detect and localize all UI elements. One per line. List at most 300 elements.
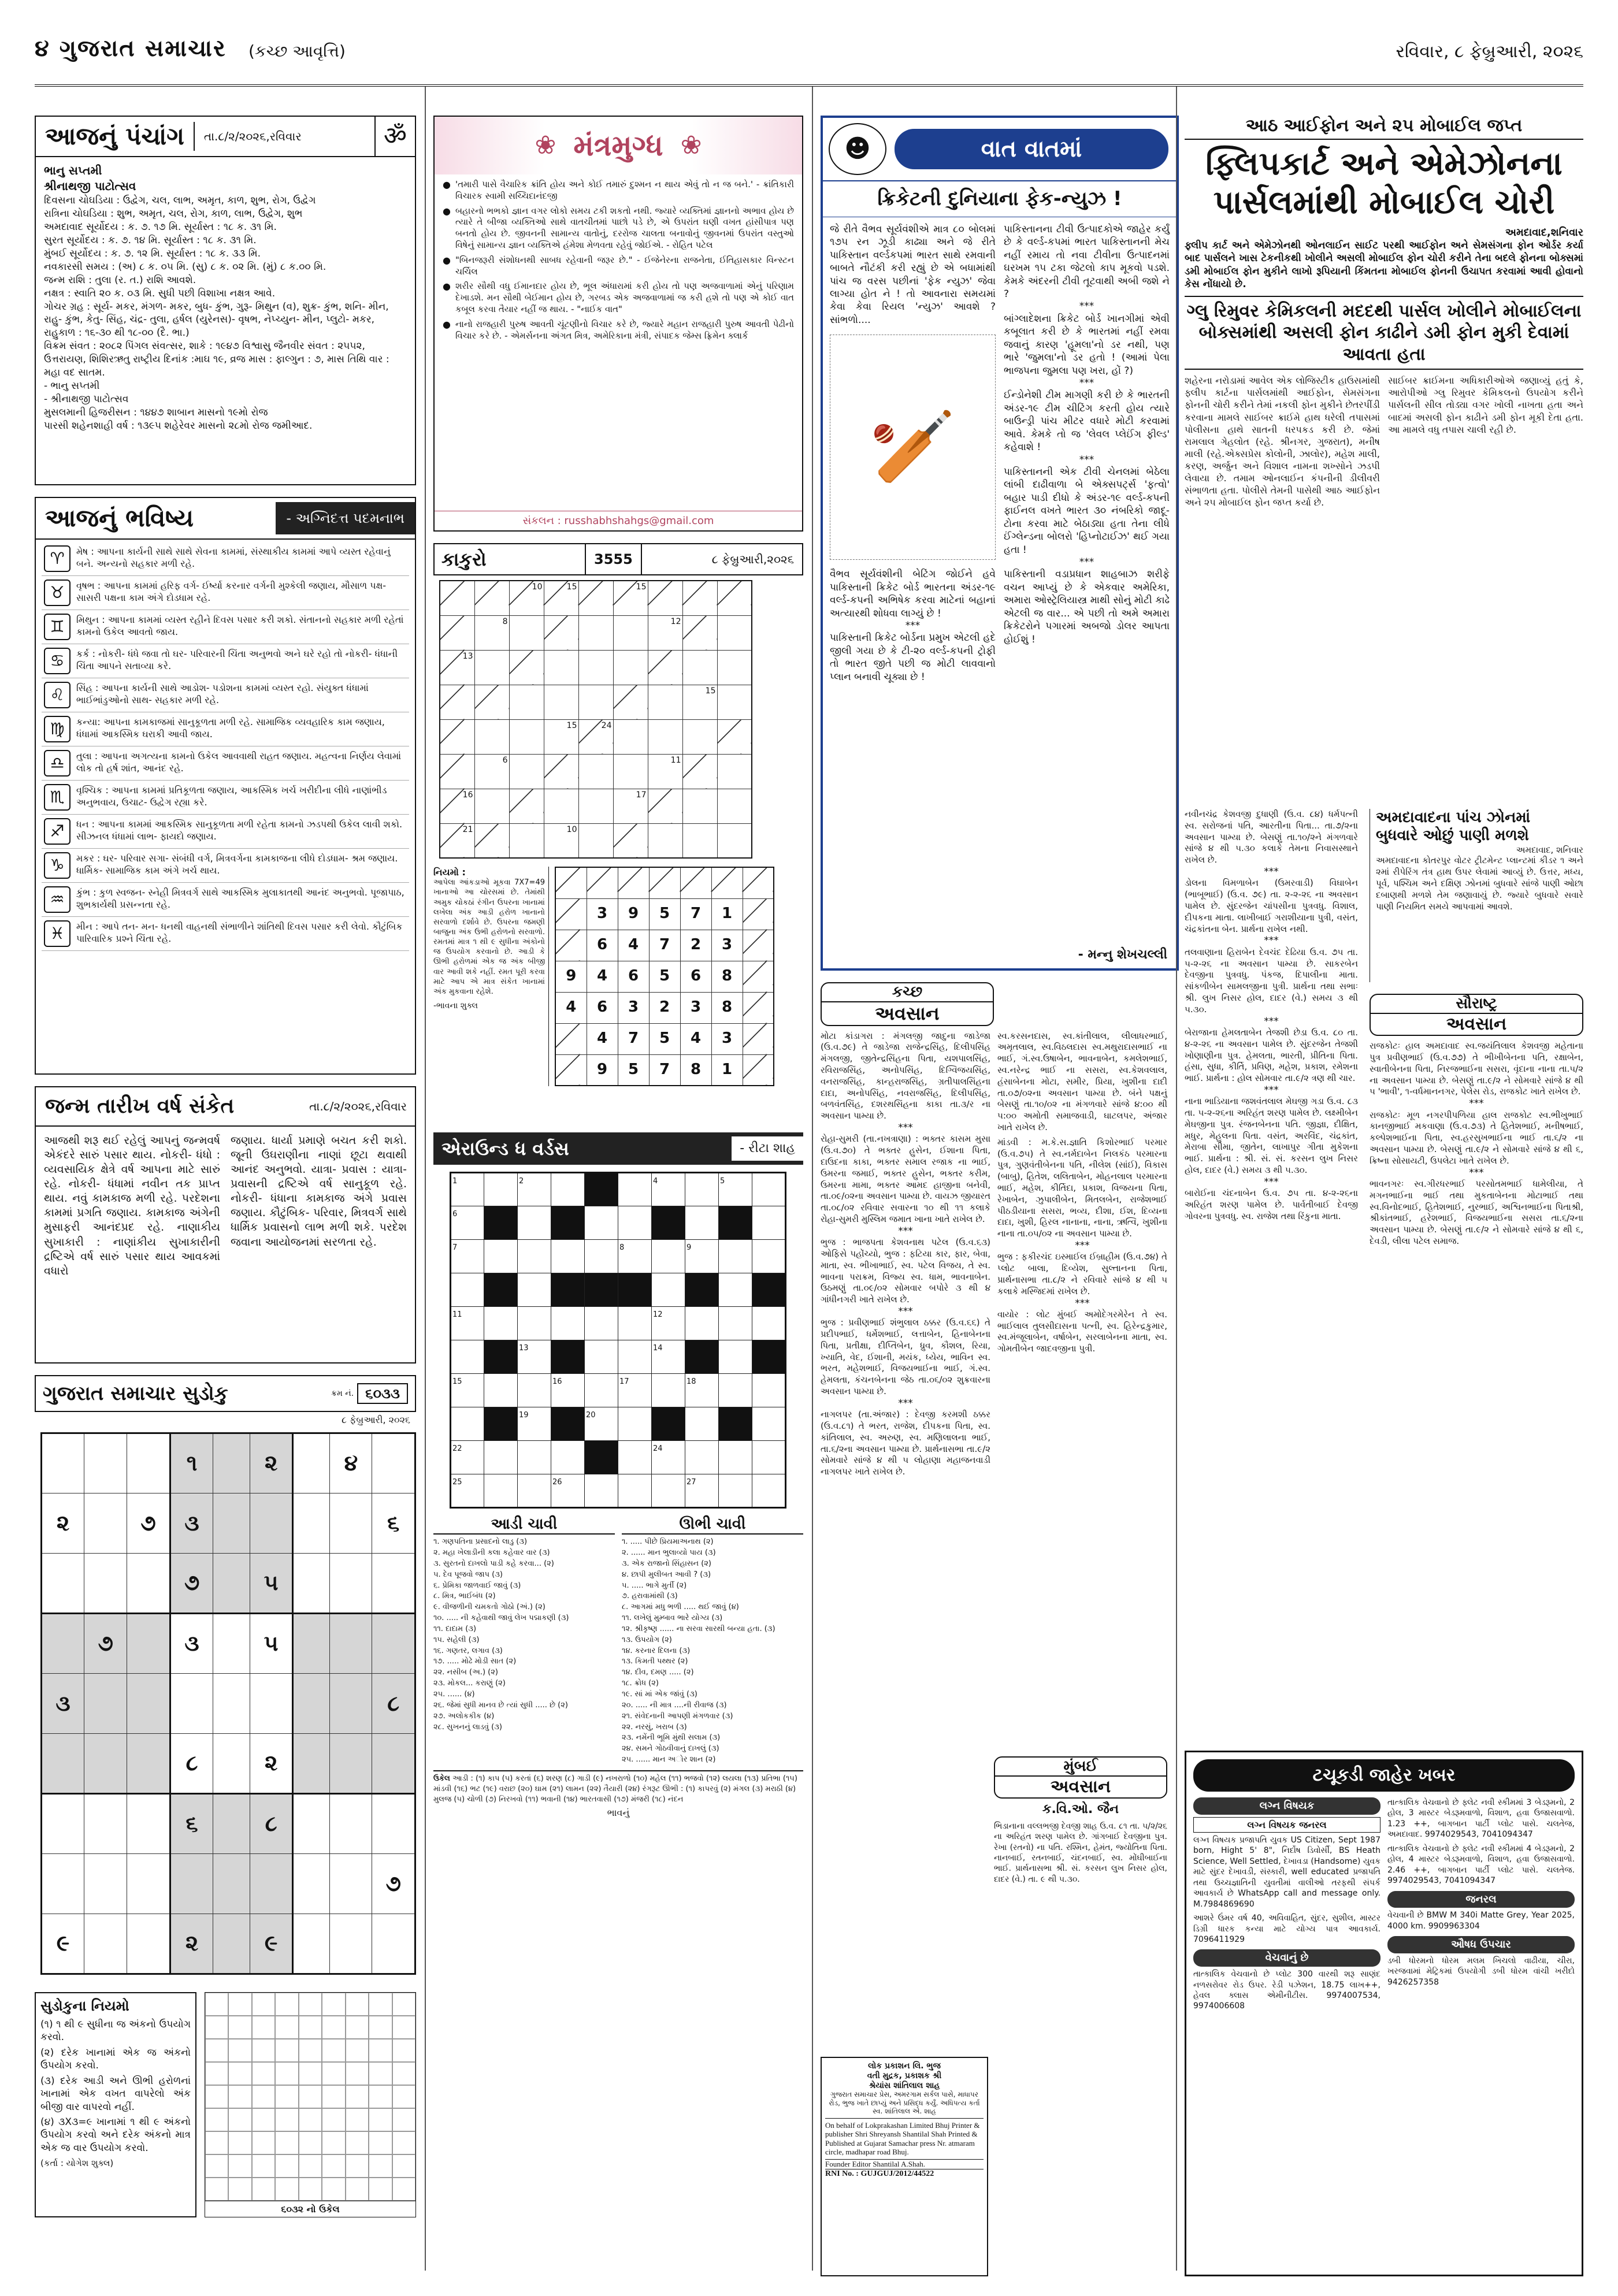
sudoku-cell[interactable] [330, 1794, 372, 1854]
kakuro-cell[interactable] [509, 823, 544, 858]
kakuro-answer-cell: 2 [649, 992, 680, 1023]
rashi-text: વૃષભ : આપના કામમાં હરિફ વર્ગ- ઈર્ષ્યા કરનાર વર્ગની મુશ્કેલી જણાય, મૌસાળ પક્ષ- સાસરી પક્ષના કામ અંગે દોડધામ રહે. [76, 580, 386, 604]
kakuro-answer-cell: 5 [649, 961, 680, 992]
sudoku-cell[interactable] [213, 1433, 250, 1493]
sudoku-number: ૬૦૩૩ [357, 1383, 408, 1405]
crossword-cell[interactable] [652, 1273, 685, 1307]
crossword-cell[interactable] [618, 1474, 652, 1508]
crossword-cell[interactable] [685, 1441, 719, 1474]
kakuro-cell[interactable] [509, 685, 544, 719]
sudoku-cell[interactable] [293, 1493, 330, 1554]
kakuro-cell[interactable] [474, 719, 509, 754]
panchang-lines [36, 157, 415, 439]
crossword-cell[interactable] [518, 1374, 551, 1407]
crossword-cell[interactable] [618, 1441, 652, 1474]
water-headline-2: બુધવારે ઓછું પાણી મળશે [1376, 827, 1529, 845]
sudoku-cell[interactable]: ૩ [170, 1614, 213, 1674]
kakuro-clue-cell [682, 754, 717, 789]
crossword-cell[interactable] [652, 1441, 685, 1474]
sudoku-cell[interactable]: ૮ [250, 1794, 293, 1854]
kakuro-cell[interactable] [613, 650, 648, 685]
kakuro-cell[interactable] [474, 615, 509, 650]
sudoku-cell[interactable] [42, 1554, 84, 1614]
crossword-cell[interactable] [618, 1340, 652, 1374]
kakuro-cell[interactable] [474, 650, 509, 685]
crossword-cell[interactable] [752, 1173, 786, 1206]
crossword-cell[interactable] [484, 1173, 518, 1206]
sudoku-prev-answer [205, 1992, 416, 2217]
kakuro-clue-cell [544, 615, 578, 650]
kakuro-answer-cell [649, 867, 680, 898]
sudoku-prev-cell [275, 2062, 298, 2085]
crossword-cell[interactable] [652, 1374, 685, 1407]
crossword-cell[interactable] [585, 1340, 618, 1374]
kakuro-clue-cell [440, 719, 474, 754]
crossword-cell[interactable] [685, 1474, 719, 1508]
sudoku-cell[interactable]: ૯ [42, 1914, 84, 1974]
sudoku-cell[interactable] [213, 1493, 250, 1554]
ganesha-icon: ॐ [374, 116, 415, 157]
crossword-cell[interactable] [451, 1340, 484, 1374]
crossword-block [618, 1273, 652, 1307]
kakuro-cell[interactable] [682, 650, 717, 685]
mantra-items [435, 174, 802, 350]
sudoku-cell[interactable] [293, 1794, 330, 1854]
crossword-cell[interactable] [451, 1206, 484, 1240]
kakuro-cell[interactable] [509, 719, 544, 754]
sudoku-prev-cell [322, 1993, 345, 2016]
rashi-row [42, 644, 409, 678]
crossword-cell[interactable] [618, 1407, 652, 1441]
kakuro-cell[interactable] [544, 650, 578, 685]
sudoku-cell[interactable]: ૬ [170, 1794, 213, 1854]
sudoku-cell[interactable] [330, 1493, 372, 1554]
saurashtra-rajkot: રાજકોટઃ હાલ અમદાવાદ સ્વ.જયંતિલાલ કેશવજી મહેતાના પુત્ર પ્રવીણભાઈ (ઉ.વ.૭૭) તે ભીખીબેનના પતિ, રક્ષાબેન, સ્વાતીબેનના પિતા, નિરજભાઈના સસરા, વૃંદાના નાના તા.૫/૨ ના અવસાન પામ્યા છે. બેસણું તા.૯/૨ ને સોમવારે સાંજે ૪ થી ૫ 'ભાવી', ૧-વર્ધમાનનગર, પેલેસ રોડ, રાજકોટ ખાતે રાખેલ છે. [1370, 1041, 1583, 1097]
kakuro-cell[interactable] [717, 615, 752, 650]
sudoku-cell[interactable] [293, 1614, 330, 1674]
sudoku-cell[interactable] [84, 1674, 127, 1734]
sudoku-cell[interactable] [250, 1493, 293, 1554]
sudoku-prev-cell [322, 2016, 345, 2039]
rashi-row [42, 781, 409, 815]
crossword-cell[interactable] [551, 1474, 585, 1508]
crossword-cell[interactable] [585, 1407, 618, 1441]
sudoku-cell[interactable] [84, 1794, 127, 1854]
rashi-row [42, 883, 409, 917]
crossword-cell[interactable] [518, 1173, 551, 1206]
kakuro-cell[interactable] [682, 789, 717, 823]
sudoku-cell[interactable] [293, 1914, 330, 1974]
kakuro-cell[interactable] [578, 789, 613, 823]
column-rule [1176, 87, 1177, 2271]
crossword-block [752, 1340, 786, 1374]
sudoku-prev-cell [322, 2178, 345, 2201]
sudoku-cell[interactable] [213, 1914, 250, 1974]
flipkart-para-1: ફ્લીપ કાર્ટ અને એમેઝોનથી ઓનલાઈન સાઈટ પરથી આઈફોન અને સેમસંગના ફોન ઓર્ડર કર્યા બાદ પાર્સલને ખાસ ટેકનીકથી ખોલીને અસલી મોબાઈલ ફોન ચોરી કરીને તેના બદલે ફોનના બોક્સમાં ડમી મોબાઈલ ફોન મુકીને લાખો રૂપિયાની કિંમતના મોબાઈલ ફોનની ઉચાપત કરવામાં આવી હોવાનો કેસ નોંધાયો છે. [1185, 239, 1583, 291]
sudoku-cell[interactable] [127, 1854, 170, 1914]
edition-label: (કચ્છ આવૃત્તિ) [248, 42, 346, 61]
crossword-cell[interactable] [551, 1374, 585, 1407]
kutch-title: અવસાન [875, 1002, 940, 1025]
kakuro-answer-row [555, 867, 774, 898]
sudoku-cell[interactable] [127, 1914, 170, 1974]
kakuro-clue-cell [682, 581, 717, 615]
rashi-text: તુલા : આપના અગત્યના કામનો ઉકેલ આવવાથી રાહત જણાય. મહત્વના નિર્ણય લેવામાં લોક તો હર્ષ શાંત, આનંદ રહે. [76, 751, 402, 774]
crossword-grid[interactable] [450, 1172, 786, 1509]
crossword-cell[interactable] [585, 1474, 618, 1508]
crossword-cell[interactable] [585, 1307, 618, 1340]
crossword-cell[interactable] [518, 1206, 551, 1240]
kakuro-cell[interactable] [682, 685, 717, 719]
kakuro-clue: 15 [566, 720, 577, 730]
sudoku-cell[interactable] [293, 1674, 330, 1734]
kakuro-cell[interactable] [682, 823, 717, 858]
sudoku-cell[interactable] [372, 1734, 415, 1794]
crossword-cell[interactable] [685, 1173, 719, 1206]
sudoku-cell[interactable] [372, 1433, 415, 1493]
crossword-cell[interactable] [719, 1273, 752, 1307]
sudoku-cell[interactable] [42, 1794, 84, 1854]
crossword-cell[interactable] [719, 1173, 752, 1206]
crossword-cell[interactable] [451, 1307, 484, 1340]
kakuro-cell[interactable] [578, 754, 613, 789]
crossword-cell[interactable] [451, 1273, 484, 1307]
crossword-cell[interactable] [685, 1374, 719, 1407]
crossword-number: 18 [686, 1377, 696, 1386]
sudoku-cell[interactable]: ૮ [372, 1674, 415, 1734]
kakuro-cell[interactable] [717, 650, 752, 685]
crossword-cell[interactable] [518, 1474, 551, 1508]
sudoku-cell[interactable] [372, 1614, 415, 1674]
kakuro-cell[interactable] [613, 719, 648, 754]
sudoku-prev-cell [275, 1993, 298, 2016]
crossword-cell[interactable] [451, 1240, 484, 1273]
sudoku-cell[interactable] [372, 1554, 415, 1614]
sudoku-cell[interactable] [84, 1734, 127, 1794]
kakuro-cell[interactable] [648, 823, 682, 858]
sudoku-prev-cell [392, 2154, 415, 2178]
sudoku-cell[interactable] [372, 1914, 415, 1974]
sudoku-cell[interactable] [330, 1854, 372, 1914]
crossword-row [451, 1407, 786, 1441]
crossword-cell[interactable] [752, 1240, 786, 1273]
sudoku-cell[interactable] [213, 1854, 250, 1914]
zodiac-icon: ♏ [44, 784, 70, 811]
avsan-item-saurashtra-1: નવીનચંદ્ર કેશવજી દુધાણી (ઉ.વ. ૮૪) ધર્મપત્ની સ્વ. સરોજનાં પતિ, આરતીના પિતા... તા.૭/૨ના અવસાન પામ્યા છે. બેસણું તા.૧૦/૨ને મંગળવારે સાંજે ૪ થી ૫.૩૦ કલાકે તેમના નિવાસસ્થાને રાખેલ છે. [1185, 809, 1358, 865]
sudoku-cell[interactable] [170, 1854, 213, 1914]
flipkart-kicker: આઠ આઈફોન અને ૨૫ મોબાઈલ જપ્ત [1185, 116, 1583, 140]
crossword-cell[interactable] [451, 1407, 484, 1441]
sudoku-cell[interactable]: ૪ [330, 1433, 372, 1493]
sudoku-cell[interactable] [213, 1674, 250, 1734]
crossword-cell[interactable] [618, 1374, 652, 1407]
kakuro-clue: 13 [462, 651, 473, 661]
kakuro-cell[interactable] [648, 685, 682, 719]
crossword-cell[interactable] [551, 1240, 585, 1273]
kakuro-cell[interactable] [648, 754, 682, 789]
crossword-cell[interactable] [551, 1441, 585, 1474]
sudoku-cell[interactable] [330, 1554, 372, 1614]
kakuro-cell[interactable] [613, 754, 648, 789]
kakuro-cell[interactable] [509, 615, 544, 650]
sudoku-cell[interactable]: ૭ [84, 1614, 127, 1674]
crossword-cell[interactable] [484, 1374, 518, 1407]
sudoku-cell[interactable]: ૨ [250, 1734, 293, 1794]
birthday-text-2: જણાય. ધાર્યા પ્રમાણે બચત કરી શકો. જૂની ઉઘરાણીના નાણાં છૂટા થવાથી આનંદ અનુભવો. યાત્રા- પ્રવાસ : યાત્રા- પ્રવાસની દ્રષ્ટિએ વર્ષ સાનુકૂળ રહે. નોકરી- ધંધાના કામકાજ અંગે પ્રવાસ જણાય. કૌટુંબિક- પરિવાર, મિત્રવર્ગ સાથે ધાર્મિક પ્રવાસનો લાભ મળી શકે. પરદેશ જવાના આયોજનમાં સરળતા રહે. [231, 1134, 407, 1249]
sudoku-cell[interactable] [127, 1614, 170, 1674]
kakuro-clue: 11 [670, 755, 681, 765]
kakuro-clue-cell [440, 685, 474, 719]
sudoku-cell[interactable]: ૭ [127, 1493, 170, 1554]
sudoku-cell[interactable] [42, 1433, 84, 1493]
sudoku-cell[interactable]: ૨ [250, 1433, 293, 1493]
sudoku-cell[interactable] [84, 1554, 127, 1614]
sudoku-cell[interactable] [330, 1914, 372, 1974]
crossword-cell[interactable] [484, 1307, 518, 1340]
sudoku-cell[interactable] [42, 1854, 84, 1914]
sudoku-cell[interactable]: ૧ [170, 1433, 213, 1493]
crossword-cell[interactable] [585, 1206, 618, 1240]
sudoku-cell[interactable] [330, 1674, 372, 1734]
crossword-cell[interactable] [652, 1474, 685, 1508]
kakuro-answer-cell [711, 867, 743, 898]
across-clue: ૨૬. જેમાં સુધી માનવ છે ત્યાં સુધી ..... છે (૨) [433, 1700, 568, 1710]
sudoku-cell[interactable] [250, 1854, 293, 1914]
kakuro-clue-cell [474, 685, 509, 719]
sudoku-cell[interactable] [330, 1614, 372, 1674]
kakuro-cell[interactable] [578, 615, 613, 650]
kakuro-cell[interactable] [509, 754, 544, 789]
kakuro-cell[interactable] [648, 615, 682, 650]
crossword-cell[interactable] [618, 1173, 652, 1206]
kakuro-clue: 8 [502, 616, 508, 626]
crossword-cell[interactable] [752, 1407, 786, 1441]
sudoku-cell[interactable] [127, 1734, 170, 1794]
sudoku-cell[interactable] [293, 1554, 330, 1614]
crossword-cell[interactable] [719, 1240, 752, 1273]
across-clue: ૩. સુરતનો દાખલો પાડી કહે કરવા... (૨) [433, 1559, 554, 1568]
sudoku-prev-cell [228, 2108, 251, 2131]
kakuro-answer-row [555, 992, 774, 1023]
sudoku-cell[interactable] [293, 1854, 330, 1914]
kakuro-cell[interactable] [717, 685, 752, 719]
crossword-cell[interactable] [451, 1441, 484, 1474]
crossword-cell[interactable] [585, 1374, 618, 1407]
mumbai-item-2: નાના ભાડિયાના જશવંતલાલ મેઘજી ગડા ઉ.વ. ૮૩ તા. ૫-૨-૨૬ના અરિહંત શરણ પામેલ છે. લક્ષ્મીબેન મેઘજીના પુત્ર. રંજનબેનના પતિ. જીજ્ઞા, દીક્ષિત, મધુર, મેહુલના પિતા. વસંત, અરવિંદ, ચંદ્રકાંત, મેરાબા સીમા, જીતેન, લાખાપુર ગીતા મુકેશના ભાઈ. પ્રાર્થના : શ્રી. સં. સં. કરસન લુખ નિસર હોલ, દાદર (વે.) સમય ૩ થી ૫.૩૦. [1185, 1096, 1358, 1176]
sudoku-prev-cell [275, 2154, 298, 2178]
sudoku-cell[interactable] [293, 1734, 330, 1794]
crossword-cell[interactable] [518, 1441, 551, 1474]
sudoku-cell[interactable]: ૭ [372, 1854, 415, 1914]
kakuro-cell[interactable] [544, 823, 578, 858]
crossword-cell[interactable] [685, 1307, 719, 1340]
sudoku-cell[interactable] [127, 1433, 170, 1493]
sudoku-cell[interactable] [127, 1554, 170, 1614]
sudoku-cell[interactable]: ૫ [250, 1554, 293, 1614]
crossword-cell[interactable] [484, 1240, 518, 1273]
kakuro-cell[interactable] [474, 754, 509, 789]
sudoku-grid[interactable] [40, 1432, 416, 1975]
kakuro-clue-cell [544, 581, 578, 615]
crossword-cell[interactable] [719, 1307, 752, 1340]
sudoku-cell[interactable] [127, 1674, 170, 1734]
across-clue: ૧૦. ..... ની કહેવાથી જાવું લેખ પદ્માકણી (૩) [433, 1614, 569, 1623]
sudoku-cell[interactable] [42, 1734, 84, 1794]
sudoku-cell[interactable] [42, 1614, 84, 1674]
crossword-cell[interactable] [451, 1173, 484, 1206]
sudoku-rule: (૨) દરેક ખાનામાં એક જ અંકનો ઉપયોગ કરવો. [40, 2046, 191, 2072]
crossword-cell[interactable] [551, 1173, 585, 1206]
classified-sec-4: ઔષધ ઉપચાર [1387, 1936, 1575, 1953]
sudoku-cell[interactable] [213, 1614, 250, 1674]
sudoku-prev-cell [346, 2085, 369, 2108]
crossword-cell[interactable] [618, 1206, 652, 1240]
sudoku-cell[interactable]: ૬ [372, 1493, 415, 1554]
sudoku-cell[interactable] [84, 1914, 127, 1974]
kakuro-clue-cell [544, 754, 578, 789]
down-clue: ૫. ..... ભાગે મુર્તી (૨) [622, 1581, 687, 1590]
kakuro-cell[interactable] [578, 685, 613, 719]
crossword-cell[interactable] [685, 1240, 719, 1273]
panchang-line: દિવસના ચોઘડિયા : ઉદ્વેગ, ચલ, લાભ, અમૃત, કાળ, શુભ, રોગ, ઉદ્વેગ [44, 195, 316, 206]
sudoku-cell[interactable] [84, 1433, 127, 1493]
kakuro-answer-cell: 4 [587, 1023, 618, 1054]
sudoku-prev-cell [392, 1993, 415, 2016]
kakuro-cell[interactable] [613, 615, 648, 650]
avsan-item-tal: તલવાણાના હિરાબેન દેવચંદ દેઢિયા ઉ.વ. ૭૫ તા. ૫-૨-૨૬ ના અવસાન પામ્યા છે. સાકરબેન દેવજીના પુત્રવધુ. પંકજ, દિપાલીના માતા. સાંકળીબેન સામલજીના પુત્રી. પ્રાર્થના તથા સભાઃ શ્રી. લુખ નિસર હોલ, દાદર (વે.) સમય ૩ થી ૫.૩૦. [1185, 946, 1358, 1015]
kakuro-cell[interactable] [717, 823, 752, 858]
crossword-row [451, 1273, 786, 1307]
kakuro-cell[interactable] [544, 789, 578, 823]
crossword-block [551, 1206, 585, 1240]
sudoku-cell[interactable]: ૩ [42, 1674, 84, 1734]
across-clue: ૧૭. ..... મોઢે મોડી સાત (૨) [433, 1657, 517, 1666]
kakuro-cell[interactable] [544, 719, 578, 754]
kakuro-answer-cell: 5 [649, 1023, 680, 1054]
crossword-cell[interactable] [652, 1173, 685, 1206]
sudoku-cell[interactable] [213, 1554, 250, 1614]
sudoku-cell[interactable] [84, 1854, 127, 1914]
birthday-title: જન્મ તારીખ વર્ષ સંકેત [45, 1094, 235, 1119]
kakuro-cell[interactable] [682, 719, 717, 754]
kakuro-cell[interactable] [578, 650, 613, 685]
crossword-cell[interactable] [518, 1340, 551, 1374]
sudoku-cell[interactable]: ૩ [170, 1493, 213, 1554]
sudoku-prev-cell [299, 2016, 322, 2039]
crossword-cell[interactable] [451, 1474, 484, 1508]
down-clue: ૧૨. શ્રીકૃષ્ણ ...... ના સરવા સારથી બન્યા હતા. (૩) [622, 1624, 775, 1633]
kakuro-clue: 24 [601, 720, 612, 730]
crossword-cell[interactable] [618, 1307, 652, 1340]
sudoku-cell[interactable]: ૮ [170, 1734, 213, 1794]
kakuro-cell[interactable] [717, 789, 752, 823]
sudoku-cell[interactable] [213, 1794, 250, 1854]
kakuro-cell[interactable] [717, 754, 752, 789]
kakuro-cell[interactable] [648, 719, 682, 754]
sudoku-cell[interactable] [372, 1794, 415, 1854]
sudoku-cell[interactable] [84, 1493, 127, 1554]
crossword-cell[interactable] [652, 1307, 685, 1340]
sudoku-prev-cell [369, 2062, 392, 2085]
sudoku-cell[interactable] [213, 1734, 250, 1794]
crossword-cell[interactable] [752, 1374, 786, 1407]
across-clue: ૧૧. દાદામ (૩) [433, 1624, 477, 1633]
kakuro-clue-cell [474, 581, 509, 615]
down-clue: ૧૯. સાં માં એક જાંવું (૩) [622, 1690, 697, 1699]
crossword-cell[interactable] [652, 1240, 685, 1273]
crossword-cell[interactable] [518, 1240, 551, 1273]
kakuro-cell[interactable] [544, 685, 578, 719]
sudoku-cell[interactable]: ૯ [250, 1914, 293, 1974]
crossword-cell[interactable] [719, 1474, 752, 1508]
kakuro-cell[interactable] [578, 823, 613, 858]
sudoku-cell[interactable] [330, 1734, 372, 1794]
crossword-cell[interactable] [685, 1206, 719, 1240]
kakuro-answer-cell [743, 1023, 774, 1054]
kutch-item-7: ભુજ : ફકીરચંદ ઇસ્માઈલ ઈબ્રાહીમ (ઉ.વ.૭૪) તે પ્લોટ બાલા, દિવ્યેશ, સુલ્તાનના પિતા, પ્રાર્થનાસભા તા.૮/૨ ને રવિવારે સાંજે ૪ થી ૫ કલાકે મસ્જિદમાં રાખેલ છે. [997, 1251, 1167, 1296]
crossword-number: 6 [452, 1210, 458, 1218]
sudoku-cell[interactable] [250, 1674, 293, 1734]
sudoku-cell[interactable]: ૨ [42, 1493, 84, 1554]
kutch-avsan-header [821, 982, 994, 1026]
crossword-cell[interactable] [752, 1206, 786, 1240]
kakuro-answer-row [555, 930, 774, 961]
kakuro-answer-cell: 2 [680, 930, 711, 961]
mantra-item [443, 281, 794, 315]
sudoku-cell[interactable] [170, 1674, 213, 1734]
sudoku-prev-cell [299, 2154, 322, 2178]
lotus-icon: ❀ [535, 130, 556, 160]
kakuro-answer-cell: 4 [680, 1023, 711, 1054]
crossword-block [652, 1206, 685, 1240]
sudoku-cell[interactable]: ૫ [250, 1614, 293, 1674]
kakuro-answer-cell [743, 992, 774, 1023]
crossword-cell[interactable] [685, 1407, 719, 1441]
crossword-cell[interactable] [484, 1474, 518, 1508]
kakuro-row [440, 823, 752, 858]
crossword-cell[interactable] [551, 1307, 585, 1340]
sudoku-prev-cell [252, 2178, 275, 2201]
sudoku-cell[interactable]: ૨ [170, 1914, 213, 1974]
water-headline-1: અમદાવાદના પાંચ ઝોનમાં [1376, 809, 1531, 826]
crossword-cell[interactable] [752, 1307, 786, 1340]
crossword-cell[interactable] [585, 1240, 618, 1273]
panchang-line: વિક્રમ સંવત : ૨૦૮૨ પિંગલ સંવત્સર, શાકે : ૧૯૪૭ વિશ્વાસુ જૈનવીર સંવત : ૨૫૫૨, ઉત્તરાયણ, શિશિરઋતુ રાષ્ટ્રીય દિનાંક :માઘ ૧૯, વ્રજ માસ : ફાલ્ગુન : ૭, માસ તિથિ વાર : મહા વદ સાતમ. [44, 340, 389, 379]
crossword-cell[interactable] [518, 1307, 551, 1340]
crossword-cell[interactable] [451, 1374, 484, 1407]
crossword-cell[interactable] [752, 1441, 786, 1474]
crossword-cell[interactable] [484, 1441, 518, 1474]
crossword-cell[interactable] [618, 1240, 652, 1273]
sudoku-cell[interactable] [293, 1433, 330, 1493]
crossword-cell[interactable] [518, 1407, 551, 1441]
crossword-cell[interactable] [719, 1441, 752, 1474]
kakuro-answer-cell [743, 961, 774, 992]
kakuro-cell[interactable] [613, 789, 648, 823]
crossword-block [585, 1273, 618, 1307]
crossword-cell[interactable] [719, 1340, 752, 1374]
kakuro-grid[interactable] [439, 580, 752, 859]
crossword-cell[interactable] [719, 1374, 752, 1407]
sudoku-cell[interactable]: ૭ [170, 1554, 213, 1614]
sudoku-cell[interactable] [127, 1794, 170, 1854]
crossword-row [451, 1441, 786, 1474]
crossword-cell[interactable] [752, 1474, 786, 1508]
kakuro-clue: 6 [502, 755, 508, 765]
kakuro-cell[interactable] [474, 789, 509, 823]
crossword-cell[interactable] [652, 1340, 685, 1374]
crossword-cell[interactable] [518, 1273, 551, 1307]
